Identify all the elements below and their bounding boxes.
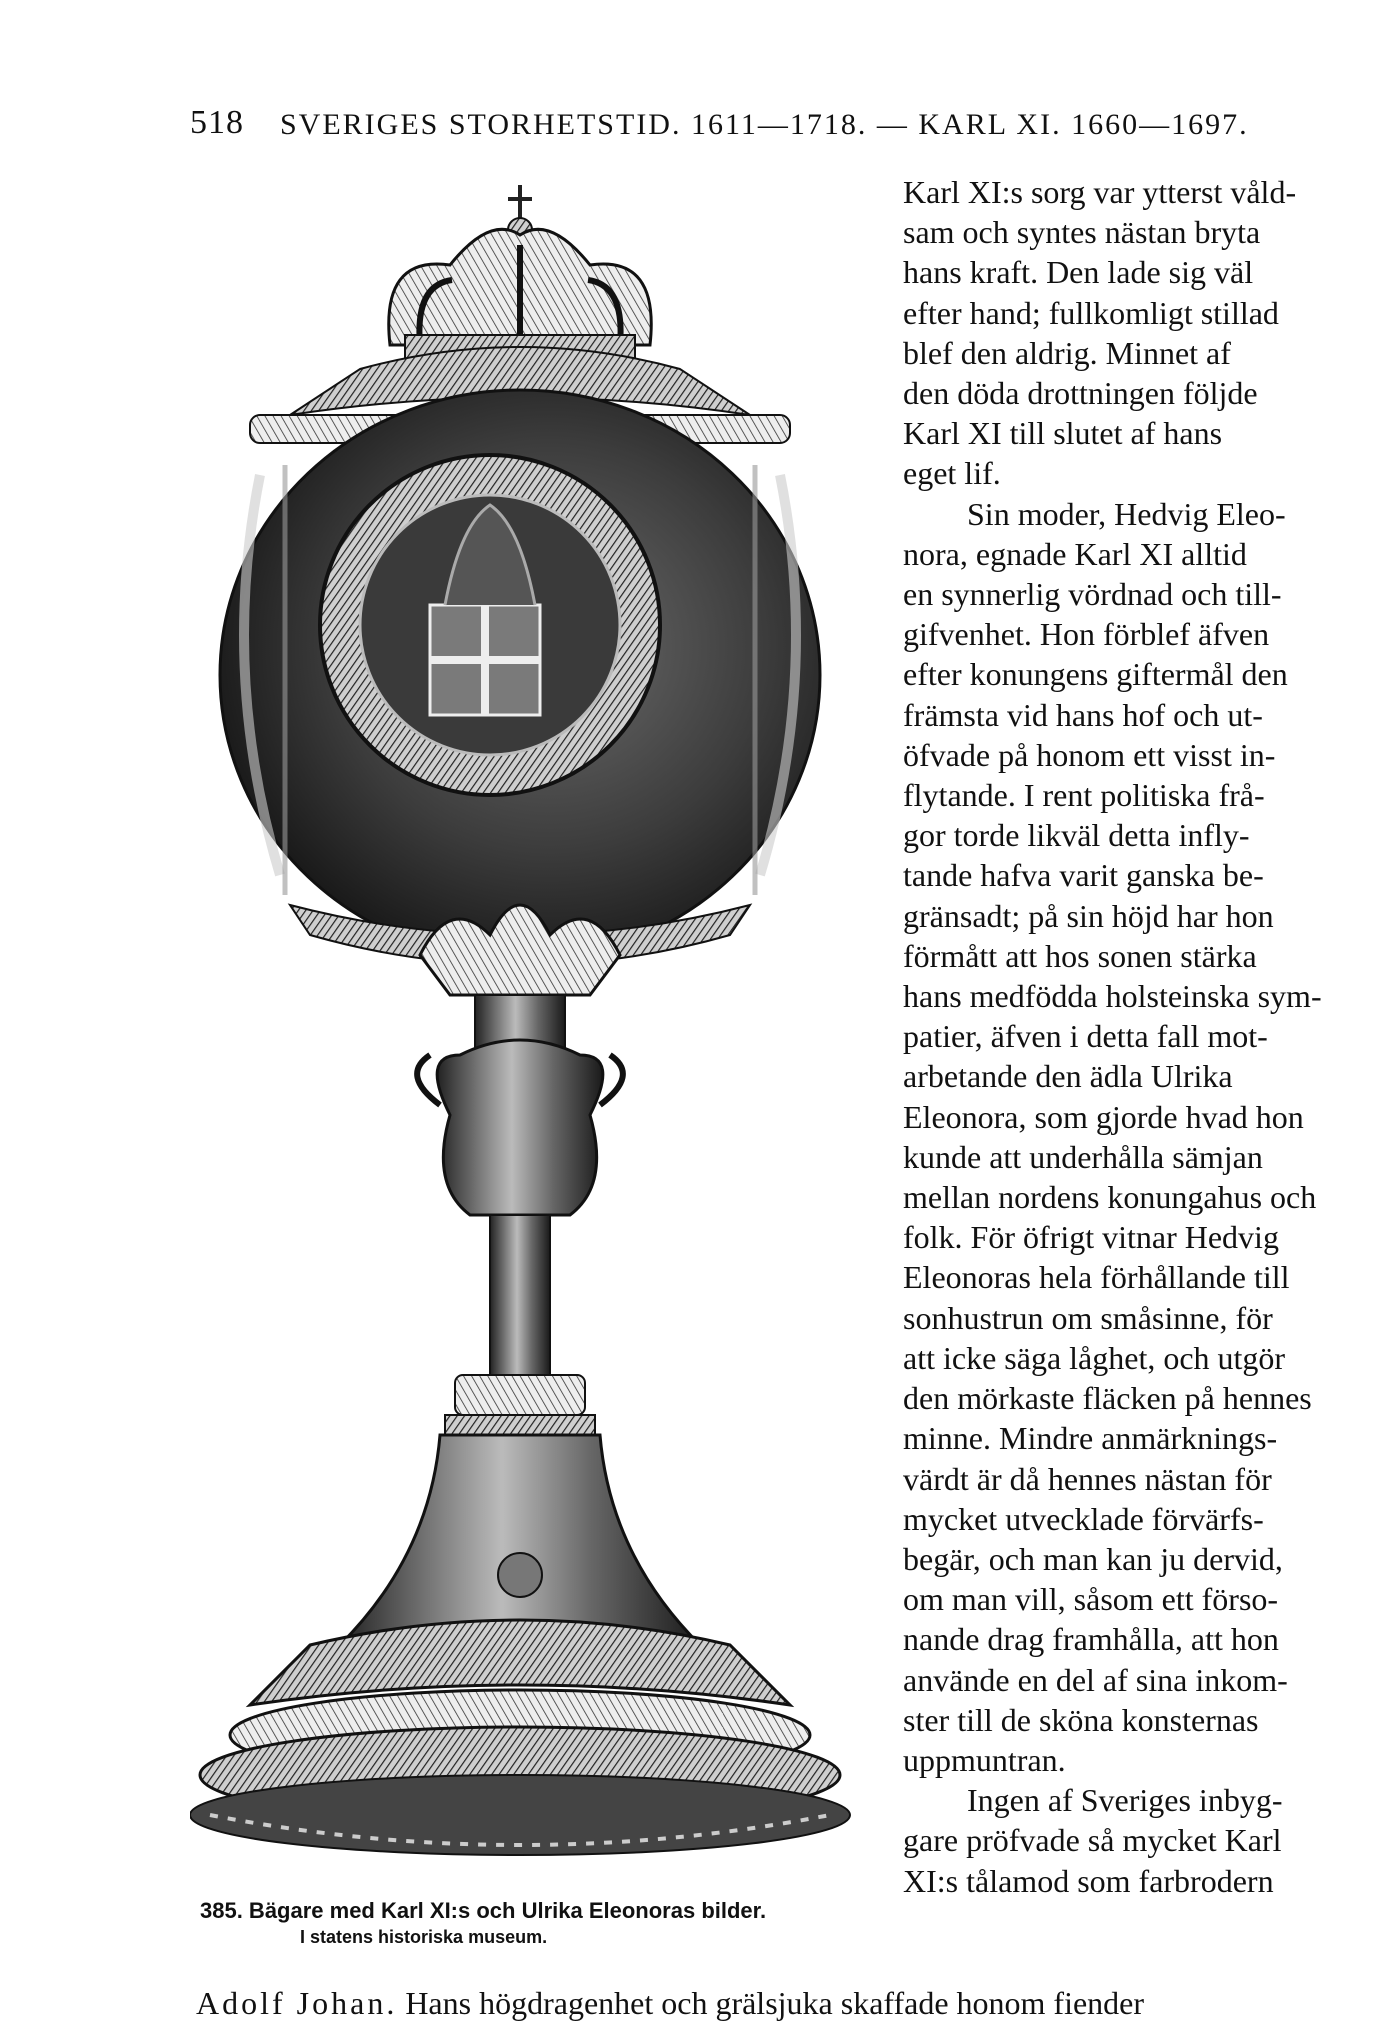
text-line: blef den aldrig. Minnet af: [903, 334, 1231, 371]
text-line: gor torde likväl detta infly-: [903, 817, 1250, 854]
text-line: värdt är då hennes nästan för: [903, 1460, 1272, 1497]
text-line: gränsadt; på sin höjd har hon: [903, 897, 1274, 934]
text-line: sam och syntes nästan bryta: [903, 214, 1261, 251]
text-line: flytande. I rent politiska frå-: [903, 777, 1265, 814]
caption-line: 385. Bägare med Karl XI:s och Ulrika Eleonoras bilder.: [200, 1898, 767, 1923]
text-line: mycket utvecklade förvärfs-: [903, 1500, 1264, 1537]
text-line: förmått att hos sonen stärka: [903, 937, 1257, 974]
text-line: eget lif.: [903, 455, 1001, 492]
text-line: Eleonoras hela förhållande till: [903, 1259, 1290, 1296]
text-line: folk. För öfrigt vitnar Hedvig: [903, 1219, 1279, 1256]
running-title: SVERIGES STORHETSTID. 1611—1718. — KARL XI. 1660—1697.: [280, 108, 1249, 141]
text-line: minne. Mindre anmärknings-: [903, 1420, 1278, 1457]
text-line: Karl XI:s sorg var ytterst våld-: [903, 174, 1297, 210]
text-line: Hans högdragenhet och grälsjuka skaffade honom fiender: [397, 1985, 1145, 2021]
figure-caption: [200, 1898, 890, 1950]
text-line: Karl XI till slutet af hans: [903, 415, 1223, 452]
text-line: efter hand; fullkomligt stillad: [903, 294, 1279, 331]
text-line: Sin moder, Hedvig Eleo-: [967, 495, 1286, 532]
text-line: Ingen af Sveriges inbyg-: [967, 1782, 1283, 1819]
body-text-column: [903, 172, 1336, 1901]
full-width-line: [196, 1985, 1341, 2022]
text-line: nora, egnade Karl XI alltid: [903, 535, 1247, 572]
person-name: Adolf Johan.: [196, 1985, 398, 2021]
text-line: Eleonora, som gjorde hvad hon: [903, 1098, 1304, 1135]
text-line: kunde att underhålla sämjan: [903, 1138, 1263, 1175]
text-line: en synnerlig vördnad och till-: [903, 576, 1282, 613]
text-line: gifvenhet. Hon förblef äfven: [903, 616, 1270, 653]
text-line: tande hafva varit ganska be-: [903, 857, 1264, 894]
text-line: sonhustrun om småsinne, för: [903, 1299, 1273, 1336]
page-number: 518: [190, 104, 244, 141]
caption-line: I statens historiska museum.: [300, 1927, 548, 1947]
text-line: om man vill, såsom ett förso-: [903, 1581, 1279, 1618]
text-line: XI:s tålamod som farbrodern: [903, 1862, 1274, 1899]
text-line: använde en del af sina inkom-: [903, 1661, 1288, 1698]
text-line: öfvade på honom ett visst in-: [903, 736, 1276, 773]
crown: [389, 185, 652, 369]
text-line: gare pröfvade så mycket Karl: [903, 1822, 1282, 1859]
text-line: patier, äfven i detta fall mot-: [903, 1018, 1268, 1055]
text-line: nande drag framhålla, att hon: [903, 1621, 1279, 1658]
text-line: uppmuntran.: [903, 1741, 1066, 1778]
goblet-engraving: [190, 175, 880, 1895]
text-line: att icke säga låghet, och utgör: [903, 1339, 1286, 1376]
text-line: begär, och man kan ju dervid,: [903, 1540, 1283, 1577]
text-line: ster till de sköna konsternas: [903, 1701, 1259, 1738]
text-line: den mörkaste fläcken på hennes: [903, 1380, 1312, 1417]
text-line: den döda drottningen följde: [903, 375, 1258, 412]
text-line: hans medfödda holsteinska sym-: [903, 978, 1322, 1015]
text-line: hans kraft. Den lade sig väl: [903, 254, 1254, 291]
text-line: arbetande den ädla Ulrika: [903, 1058, 1233, 1095]
goblet-illustration: [190, 175, 880, 1905]
text-line: främsta vid hans hof och ut-: [903, 696, 1263, 733]
text-line: efter konungens giftermål den: [903, 656, 1288, 693]
text-line: mellan nordens konungahus och: [903, 1179, 1317, 1216]
page-header: [190, 104, 1320, 144]
